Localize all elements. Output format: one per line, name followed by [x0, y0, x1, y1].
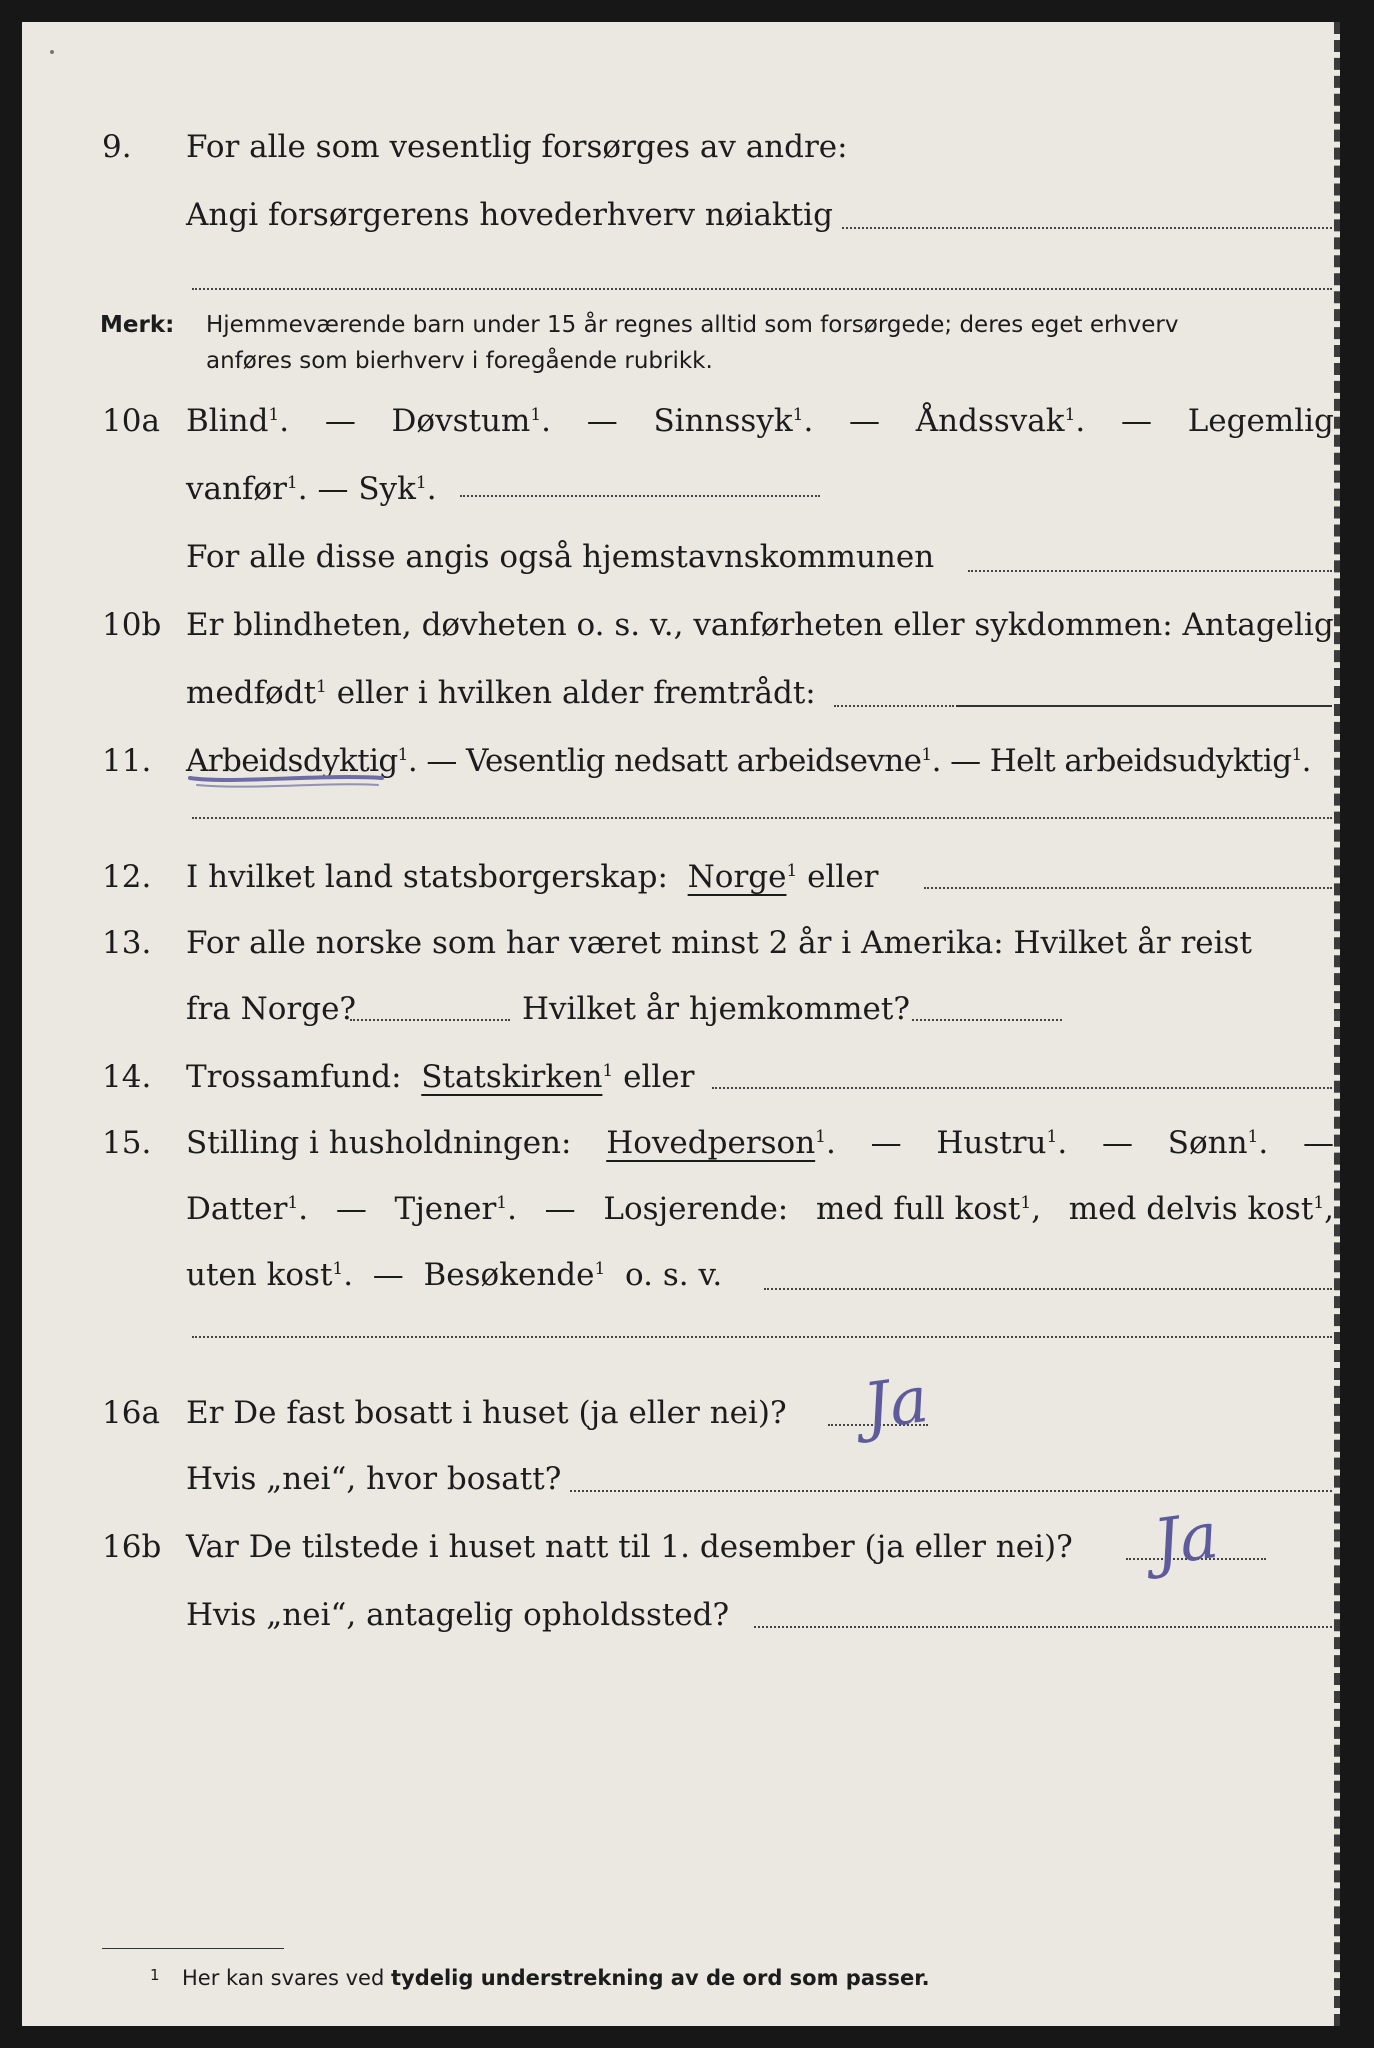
option-legemlig: Legemlig [1187, 403, 1334, 439]
q9-line1: For alle som vesentlig forsørges av andre: [186, 129, 848, 165]
q14-fill-line[interactable] [712, 1087, 1332, 1089]
q13-number: 13. [102, 925, 152, 961]
option-blind: Blind [186, 403, 269, 439]
q10b-number: 10b [102, 607, 162, 643]
q11-fill-line[interactable] [192, 817, 1332, 819]
q15-osv: o. s. v. [625, 1257, 723, 1293]
merk-line1: Hjemmeværende barn under 15 år regnes alltid som forsørgede; deres eget erhverv [206, 312, 1179, 338]
option-uten-kost: uten kost [186, 1257, 333, 1293]
q16b-line1: Var De tilstede i huset natt til 1. desember (ja eller nei)? [186, 1529, 1073, 1565]
merk-label: Merk: [100, 312, 175, 338]
q13-hjemkommet-fill-line[interactable] [912, 1019, 1062, 1021]
q9-number: 9. [102, 129, 132, 165]
q16b-opholdssted-fill-line[interactable] [754, 1626, 1332, 1628]
q15-line1: Stilling i husholdningen: Hovedperson$^1$. — Hustru$^1$. — Sønn$^1$. — [186, 1125, 1334, 1161]
q10b-fill-dotted[interactable] [834, 705, 954, 707]
q16a-line2: Hvis „nei“, hvor bosatt? [186, 1461, 562, 1497]
q16b-handwritten-answer: Ja [1149, 1498, 1223, 1582]
q16a-number: 16a [102, 1395, 160, 1431]
option-sonn: Sønn [1167, 1125, 1248, 1161]
q14-eller: eller [623, 1059, 695, 1095]
q15-question: Stilling i husholdningen: [186, 1125, 572, 1161]
option-statskirken: Statskirken [421, 1059, 603, 1095]
option-tjener: Tjener [394, 1191, 497, 1227]
option-norge: Norge [687, 859, 787, 895]
q12-line: I hvilket land statsborgerskap: Norge$^1$ eller [186, 859, 879, 895]
q10b-line2: medfødt$^1$ eller i hvilken alder fremtrådt: [186, 675, 816, 711]
option-medfodt: medfødt [186, 675, 317, 711]
footnote-rule [102, 1948, 284, 1949]
q16a-handwritten-answer: Ja [859, 1362, 933, 1446]
census-form-page [22, 22, 1340, 2026]
q10b-question: eller i hvilken alder fremtrådt: [336, 675, 816, 711]
q16b-line2: Hvis „nei“, antagelig opholdssted? [186, 1597, 730, 1633]
q15-number: 15. [102, 1125, 152, 1161]
q15-fill-line[interactable] [764, 1288, 1332, 1290]
q13-line2b: Hvilket år hjemkommet? [522, 991, 910, 1027]
footnote-text-part1: Her kan svares ved [182, 1966, 385, 1990]
q15-fill-line-2[interactable] [192, 1336, 1332, 1338]
q16a-line1: Er De fast bosatt i huset (ja eller nei)? [186, 1395, 787, 1431]
q15-losjerende: Losjerende: [603, 1191, 789, 1227]
q15-line2: Datter$^1$. — Tjener$^1$. — Losjerende: med full kost$^1$, med delvis kost$^1$, [186, 1191, 1334, 1227]
q9-fill-line[interactable] [842, 227, 1332, 229]
option-hovedperson: Hovedperson [606, 1125, 816, 1161]
option-hustru: Hustru [936, 1125, 1047, 1161]
q12-question: I hvilket land statsborgerskap: [186, 859, 668, 895]
option-datter: Datter [186, 1191, 288, 1227]
q15-line3: uten kost$^1$. — Besøkende$^1$ o. s. v. [186, 1257, 723, 1293]
option-dovstum: Døvstum [391, 403, 531, 439]
merk-line2: anføres som bierhverv i foregående rubrikk. [206, 348, 713, 374]
q11-number: 11. [102, 743, 152, 779]
q10a-line2: vanfør$^1$. — Syk$^1$. [186, 471, 437, 507]
q10b-line1: Er blindheten, døvheten o. s. v., vanførheten eller sykdommen: Antagelig [186, 607, 1334, 643]
option-arbeidsdyktig: Arbeidsdyktig [186, 743, 398, 779]
q13-line1: For alle norske som har været minst 2 år i Amerika: Hvilket år reist [186, 925, 1252, 961]
q11-line: Arbeidsdyktig$^1$. — Vesentlig nedsatt arbeidsevne$^1$. — Helt arbeidsudyktig$^1$. [186, 743, 1311, 779]
option-besokende: Besøkende [423, 1257, 595, 1293]
option-nedsatt: Vesentlig nedsatt arbeidsevne [466, 743, 922, 779]
q12-fill-line[interactable] [924, 887, 1332, 889]
q12-eller: eller [807, 859, 879, 895]
option-sinnssyk: Sinnssyk [653, 403, 793, 439]
q12-number: 12. [102, 859, 152, 895]
footnote-mark: 1 [150, 1966, 160, 1984]
q10a-hjemstavn-fill-line[interactable] [968, 570, 1332, 572]
q9-line2: Angi forsørgerens hovederhverv nøiaktig [186, 197, 833, 233]
q16b-number: 16b [102, 1529, 162, 1565]
footnote-text-part2: tydelig understrekning av de ord som passer. [390, 1966, 930, 1990]
q10a-number: 10a [102, 403, 160, 439]
q10a-line3: For alle disse angis også hjemstavnskommunen [186, 539, 935, 575]
footnote-text [182, 1968, 930, 1989]
option-delvis-kost: med delvis kost [1068, 1191, 1314, 1227]
option-udyktig: Helt arbeidsudyktig [989, 743, 1292, 779]
q14-line: Trossamfund: Statskirken$^1$ eller [186, 1059, 695, 1095]
q10b-fill-solid[interactable] [956, 705, 1332, 707]
option-vanfor: vanfør [186, 471, 287, 507]
option-full-kost: med full kost [815, 1191, 1021, 1227]
q14-number: 14. [102, 1059, 152, 1095]
q9-fill-line-2[interactable] [192, 288, 1332, 290]
q13-line2a: fra Norge? [186, 991, 357, 1027]
q10a-line1: Blind$^1$. — Døvstum$^1$. — Sinnssyk$^1$. — Åndssvak$^1$. — Legemlig [186, 403, 1334, 439]
option-andssvak: Åndssvak [915, 403, 1065, 439]
q10a-syk-fill-line[interactable] [460, 495, 820, 497]
q13-reist-fill-line[interactable] [350, 1019, 510, 1021]
q16a-bosatt-fill-line[interactable] [570, 1490, 1332, 1492]
q14-question: Trossamfund: [186, 1059, 402, 1095]
option-syk: Syk [358, 471, 416, 507]
